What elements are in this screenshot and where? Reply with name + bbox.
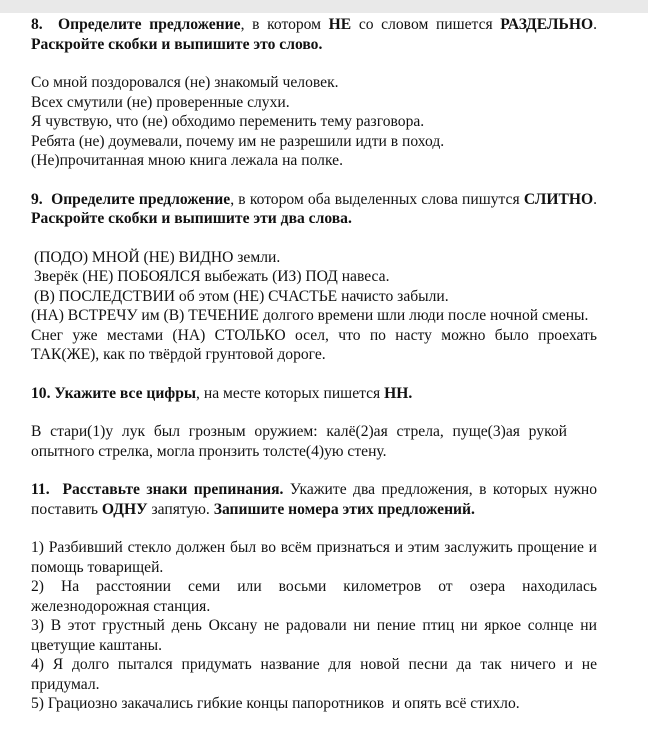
task-11-number: 11. [31,481,50,498]
task-8-head-bold-3: РАЗДЕЛЬНО [500,16,594,33]
task-11-head-text-2: запятую. [147,500,214,518]
task-11-head-bold-3: Запишите номера этих предложений. [213,500,475,518]
task-8-head-text-2: со словом пишется [351,16,501,33]
task-8-head-text-3: . [593,16,597,33]
task-8-head-bold-2: НЕ [328,16,352,33]
task-8-head-text-1: , в котором [240,16,329,33]
task-8-head-bold-4: Раскройте скобки и выпишите это слово. [31,35,323,53]
task-9-head-bold-2: СЛИТНО [523,190,594,208]
task-10-heading [31,384,597,404]
sentence: Со мной поздоровался (не) знакомый человек. [31,74,339,91]
top-toolbar-strip [0,0,648,13]
task-8-number: 8. [31,16,43,33]
task-10-number: 10. [31,384,51,402]
task-9-head-bold-1: Определите предложение [51,190,231,208]
sentence: (В) ПОСЛЕДСТВИИ об этом (НЕ) СЧАСТЬЕ начисто забыли. [34,287,449,305]
task-11 [31,480,597,714]
task-11-head-bold-1: Расставьте знаки препинания. [62,481,284,498]
task-11-head-bold-2: ОДНУ [101,500,148,518]
task-10 [31,384,597,462]
list-item: 3) В этот грустный день Оксану не радовали ни пение птиц ни яркое солнце ни цветущие каштаны. [31,617,597,654]
task-11-head-text-1: Укажите два предложения, в которых нужно поставить [31,481,597,518]
document-page [31,15,597,733]
task-9-head-bold-3: Раскройте скобки и выпишите эти два слова. [31,210,352,227]
sentence: Ребята (не) доумевали, почему им не разрешили идти в поход. [31,132,445,150]
sentence: Я чувствую, что (не) обходимо переменить тему разговора. [31,113,425,130]
task-8-head-bold-1: Определите предложение [57,16,241,33]
list-item: 5) Грациозно закачались гибкие концы папоротников и опять всё стихло. [31,695,520,712]
task-10-head-bold-1: Укажите все цифры [54,384,197,402]
sentence: Зверёк (НЕ) ПОБОЯЛСЯ выбежать (ИЗ) ПОД навеса. [34,268,390,285]
task-8-heading [31,15,597,54]
sentence: Снег уже местами (НА) СТОЛЬКО осел, что по насту можно было проехать ТАК(ЖЕ), как по твёрдой грунтовой дороге. [31,326,597,363]
task-9-heading [31,190,597,229]
task-10-head-text-1: , на месте которых пишется [196,384,385,402]
sentence: (Не)прочитанная мною книга лежала на полке. [31,152,343,169]
list-item: 1) Разбивший стекло должен был во всём признаться и этим заслужить прощение и помощь товарищей. [31,539,597,576]
list-item: 4) Я долго пытался придумать название для новой песни да так ничего и не придумал. [31,656,597,693]
task-9-number: 9. [31,190,43,208]
sentence: (ПОДО) МНОЙ (НЕ) ВИДНО земли. [34,248,281,266]
sentence: Всех смутили (не) проверенные слухи. [31,93,290,111]
task-10-text: В стари(1)у лук был грозным оружием: калё(2)ая стрела, пуще(3)ая рукой опытного стрелка, могла пронзить толсте(4)ую стену. [31,423,567,460]
task-10-head-bold-2: НН. [384,384,413,402]
task-9 [31,190,597,365]
task-8 [31,15,597,171]
task-9-head-text-2: . [593,190,598,208]
task-11-heading [31,480,597,519]
task-9-head-text-1: , в котором оба выделенных слова пишутся [230,190,524,208]
list-item: 2) На расстоянии семи или восьми километров от озера находилась железнодорожная станция. [31,578,597,615]
sentence: (НА) ВСТРЕЧУ им (В) ТЕЧЕНИЕ долгого времени шли люди после ночной смены. [31,307,589,324]
